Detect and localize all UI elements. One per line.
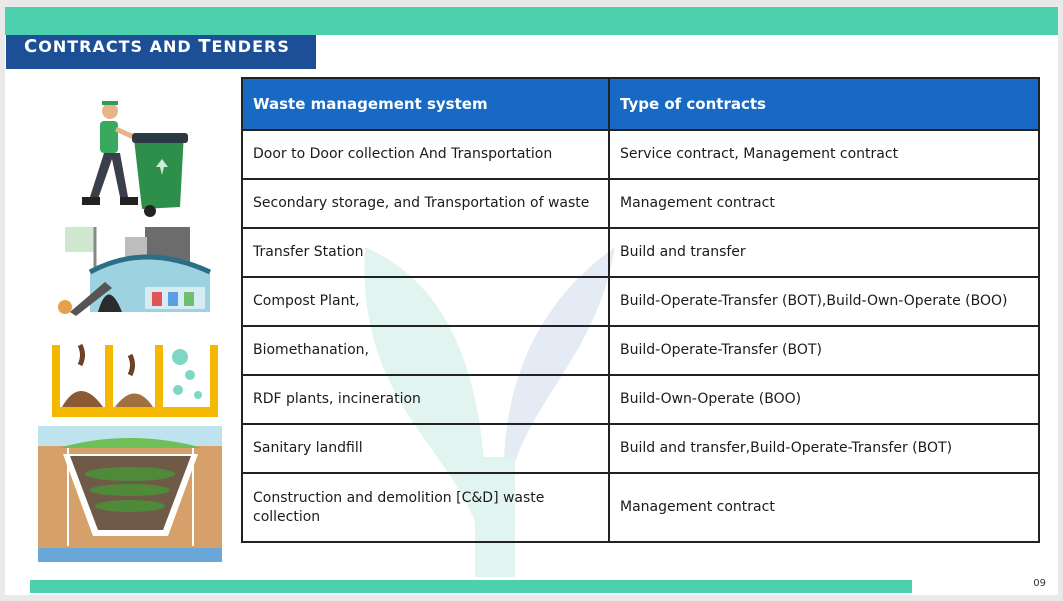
- contract-cell: Build and transfer,Build-Operate-Transfer (BOT): [609, 424, 1039, 473]
- system-cell: Biomethanation,: [242, 326, 609, 375]
- bottom-accent-bar: [30, 580, 912, 593]
- top-accent-bar: [5, 7, 1058, 35]
- table-row: [242, 179, 1039, 228]
- contract-cell: Build and transfer: [609, 228, 1039, 277]
- table-row: [242, 424, 1039, 473]
- page-title: CONTRACTS AND TENDERS: [24, 36, 290, 57]
- table-row: [242, 277, 1039, 326]
- worker-pushing-bin-icon: [60, 97, 190, 217]
- contract-cell: Management contract: [609, 179, 1039, 228]
- contract-cell: Service contract, Management contract: [609, 130, 1039, 179]
- compost-bins-icon: [50, 335, 220, 417]
- contract-cell: Build-Operate-Transfer (BOT): [609, 326, 1039, 375]
- table-row: [242, 326, 1039, 375]
- table-row: [242, 130, 1039, 179]
- contract-cell: Management contract: [609, 473, 1039, 542]
- system-cell: Construction and demolition [C&D] waste collection: [242, 473, 609, 542]
- waste-facility-icon: [50, 222, 215, 317]
- table-header-row: [242, 78, 1039, 130]
- system-cell: Compost Plant,: [242, 277, 609, 326]
- system-cell: Transfer Station: [242, 228, 609, 277]
- system-cell: Door to Door collection And Transportation: [242, 130, 609, 179]
- system-cell: Sanitary landfill: [242, 424, 609, 473]
- contract-cell: Build-Operate-Transfer (BOT),Build-Own-Operate (BOO): [609, 277, 1039, 326]
- landfill-cross-section-icon: [38, 426, 222, 562]
- system-cell: RDF plants, incineration: [242, 375, 609, 424]
- table-row: [242, 473, 1039, 542]
- table-row: [242, 375, 1039, 424]
- page-number: 09: [1033, 578, 1046, 589]
- header-type-of-contracts: Type of contracts: [609, 78, 1039, 130]
- system-cell: Secondary storage, and Transportation of waste: [242, 179, 609, 228]
- contract-cell: Build-Own-Operate (BOO): [609, 375, 1039, 424]
- contracts-table: [241, 77, 1040, 543]
- table-row: [242, 228, 1039, 277]
- header-waste-management-system: Waste management system: [242, 78, 609, 130]
